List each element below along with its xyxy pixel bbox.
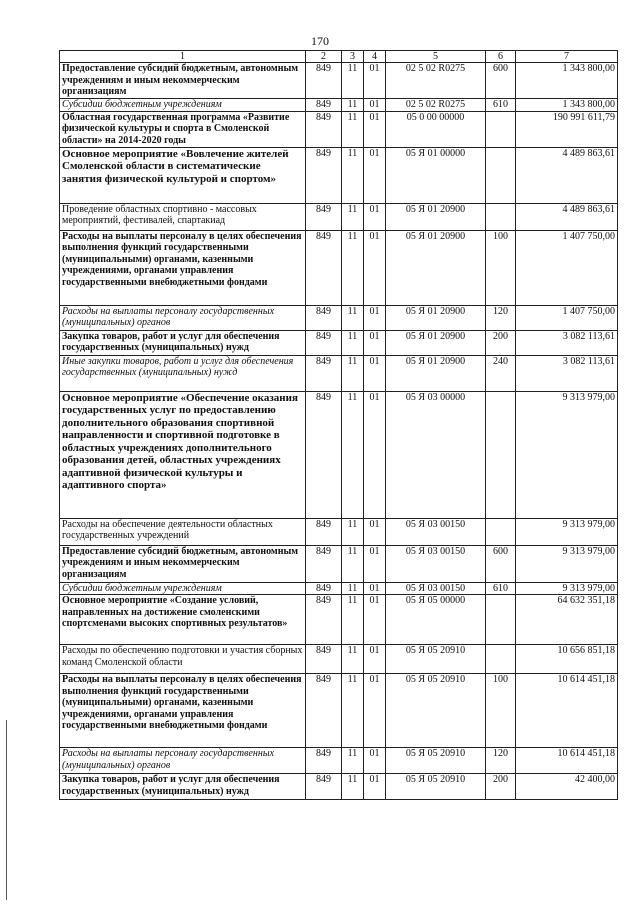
header-col-4: 4 xyxy=(364,51,386,63)
row-name: Расходы на выплаты персоналу в целях обеспечения выполнения функций государственными (муниципальными) органами, казенными учреждениями, органами управления государственными внебюджетными фондами xyxy=(60,674,306,748)
row-name: Закупка товаров, работ и услуг для обеспечения государственных (муниципальных) нужд xyxy=(60,330,306,355)
expense-type-code xyxy=(486,518,516,545)
row-name: Расходы на выплаты персоналу государственных (муниципальных) органов xyxy=(60,305,306,330)
expense-type-code: 610 xyxy=(486,99,516,112)
header-col-6: 6 xyxy=(486,51,516,63)
table-row xyxy=(60,305,618,330)
subsection-code: 01 xyxy=(364,330,386,355)
ministry-code: 849 xyxy=(306,230,342,305)
expense-type-code xyxy=(486,645,516,674)
subsection-code: 01 xyxy=(364,230,386,305)
target-article-code: 05 Я 01 20900 xyxy=(386,230,486,305)
table-row xyxy=(60,230,618,305)
subsection-code: 01 xyxy=(364,99,386,112)
scan-margin-line xyxy=(6,720,7,900)
amount: 1 407 750,00 xyxy=(516,305,618,330)
header-col-1: 1 xyxy=(60,51,306,63)
subsection-code: 01 xyxy=(364,63,386,99)
subsection-code: 01 xyxy=(364,595,386,645)
target-article-code: 05 Я 03 00150 xyxy=(386,545,486,582)
section-code: 11 xyxy=(342,111,364,147)
section-code: 11 xyxy=(342,391,364,518)
row-name: Проведение областных спортивно - массовых мероприятий, фестивалей, спартакиад xyxy=(60,203,306,230)
expense-type-code: 100 xyxy=(486,674,516,748)
amount: 3 082 113,61 xyxy=(516,330,618,355)
target-article-code: 05 Я 05 20910 xyxy=(386,645,486,674)
header-col-5: 5 xyxy=(386,51,486,63)
row-name: Расходы на обеспечение деятельности областных государственных учреждений xyxy=(60,518,306,545)
amount: 1 343 800,00 xyxy=(516,63,618,99)
amount: 3 082 113,61 xyxy=(516,355,618,391)
budget-table-body xyxy=(60,63,618,800)
row-name: Областная государственная программа «Развитие физической культуры и спорта в Смоленской области» на 2014-2020 годы xyxy=(60,111,306,147)
amount: 10 656 851,18 xyxy=(516,645,618,674)
page-number: 170 xyxy=(311,34,329,48)
table-row xyxy=(60,582,618,595)
expense-type-code xyxy=(486,203,516,230)
section-code: 11 xyxy=(342,99,364,112)
ministry-code: 849 xyxy=(306,147,342,203)
amount: 9 313 979,00 xyxy=(516,545,618,582)
expense-type-code: 200 xyxy=(486,774,516,800)
ministry-code: 849 xyxy=(306,595,342,645)
amount: 9 313 979,00 xyxy=(516,582,618,595)
table-row xyxy=(60,595,618,645)
expense-type-code: 120 xyxy=(486,305,516,330)
expense-type-code xyxy=(486,595,516,645)
amount: 4 489 863,61 xyxy=(516,203,618,230)
target-article-code: 05 Я 03 00150 xyxy=(386,518,486,545)
subsection-code: 01 xyxy=(364,748,386,774)
section-code: 11 xyxy=(342,748,364,774)
subsection-code: 01 xyxy=(364,545,386,582)
ministry-code: 849 xyxy=(306,355,342,391)
ministry-code: 849 xyxy=(306,674,342,748)
subsection-code: 01 xyxy=(364,111,386,147)
target-article-code: 05 Я 01 00000 xyxy=(386,147,486,203)
target-article-code: 02 5 02 R0275 xyxy=(386,99,486,112)
row-name: Основное мероприятие «Обеспечение оказания государственных услуг по предоставлению дополнительного образования спортивной направленности и спортивной подготовке в областных учреждениях дополнительного образования детей, областных учреждениях адаптивной физической культуры и адаптивного спорта» xyxy=(60,391,306,518)
target-article-code: 05 Я 05 20910 xyxy=(386,774,486,800)
section-code: 11 xyxy=(342,203,364,230)
amount: 10 614 451,18 xyxy=(516,674,618,748)
subsection-code: 01 xyxy=(364,147,386,203)
row-name: Предоставление субсидий бюджетным, автономным учреждениям и иным некоммерческим организациям xyxy=(60,545,306,582)
row-name: Основное мероприятие «Вовлечение жителей Смоленской области в систематические занятия физической культурой и спортом» xyxy=(60,147,306,203)
header-col-3: 3 xyxy=(342,51,364,63)
section-code: 11 xyxy=(342,305,364,330)
row-name: Субсидии бюджетным учреждениям xyxy=(60,582,306,595)
header-row xyxy=(60,51,618,63)
budget-table xyxy=(59,50,618,800)
amount: 1 343 800,00 xyxy=(516,99,618,112)
section-code: 11 xyxy=(342,518,364,545)
header-col-2: 2 xyxy=(306,51,342,63)
amount: 9 313 979,00 xyxy=(516,518,618,545)
header-col-7: 7 xyxy=(516,51,618,63)
target-article-code: 05 Я 03 00150 xyxy=(386,582,486,595)
section-code: 11 xyxy=(342,355,364,391)
expense-type-code: 200 xyxy=(486,330,516,355)
row-name: Основное мероприятие «Создание условий, направленных на достижение смоленскими спортсменами высоких спортивных результатов» xyxy=(60,595,306,645)
target-article-code: 02 5 02 R0275 xyxy=(386,63,486,99)
expense-type-code: 610 xyxy=(486,582,516,595)
row-name: Расходы по обеспечению подготовки и участия сборных команд Смоленской области xyxy=(60,645,306,674)
ministry-code: 849 xyxy=(306,582,342,595)
row-name: Иные закупки товаров, работ и услуг для обеспечения государственных (муниципальных) нужд xyxy=(60,355,306,391)
amount: 190 991 611,79 xyxy=(516,111,618,147)
table-row xyxy=(60,774,618,800)
target-article-code: 05 Я 01 20900 xyxy=(386,355,486,391)
table-row xyxy=(60,330,618,355)
ministry-code: 849 xyxy=(306,63,342,99)
section-code: 11 xyxy=(342,595,364,645)
amount: 42 400,00 xyxy=(516,774,618,800)
subsection-code: 01 xyxy=(364,518,386,545)
subsection-code: 01 xyxy=(364,355,386,391)
table-row xyxy=(60,99,618,112)
section-code: 11 xyxy=(342,774,364,800)
expense-type-code xyxy=(486,147,516,203)
section-code: 11 xyxy=(342,674,364,748)
target-article-code: 05 Я 05 00000 xyxy=(386,595,486,645)
ministry-code: 849 xyxy=(306,330,342,355)
section-code: 11 xyxy=(342,582,364,595)
amount: 4 489 863,61 xyxy=(516,147,618,203)
subsection-code: 01 xyxy=(364,391,386,518)
table-row xyxy=(60,203,618,230)
expense-type-code xyxy=(486,111,516,147)
ministry-code: 849 xyxy=(306,748,342,774)
ministry-code: 849 xyxy=(306,391,342,518)
expense-type-code: 600 xyxy=(486,545,516,582)
table-row xyxy=(60,748,618,774)
subsection-code: 01 xyxy=(364,774,386,800)
ministry-code: 849 xyxy=(306,99,342,112)
ministry-code: 849 xyxy=(306,545,342,582)
row-name: Расходы на выплаты персоналу государственных (муниципальных) органов xyxy=(60,748,306,774)
target-article-code: 05 0 00 00000 xyxy=(386,111,486,147)
section-code: 11 xyxy=(342,147,364,203)
amount: 10 614 451,18 xyxy=(516,748,618,774)
ministry-code: 849 xyxy=(306,774,342,800)
section-code: 11 xyxy=(342,230,364,305)
section-code: 11 xyxy=(342,645,364,674)
table-row xyxy=(60,355,618,391)
subsection-code: 01 xyxy=(364,305,386,330)
target-article-code: 05 Я 03 00000 xyxy=(386,391,486,518)
target-article-code: 05 Я 05 20910 xyxy=(386,748,486,774)
table-row xyxy=(60,545,618,582)
subsection-code: 01 xyxy=(364,582,386,595)
table-row xyxy=(60,147,618,203)
row-name: Закупка товаров, работ и услуг для обеспечения государственных (муниципальных) нужд xyxy=(60,774,306,800)
table-row xyxy=(60,645,618,674)
section-code: 11 xyxy=(342,63,364,99)
target-article-code: 05 Я 01 20900 xyxy=(386,330,486,355)
ministry-code: 849 xyxy=(306,645,342,674)
section-code: 11 xyxy=(342,330,364,355)
ministry-code: 849 xyxy=(306,111,342,147)
subsection-code: 01 xyxy=(364,203,386,230)
row-name: Субсидии бюджетным учреждениям xyxy=(60,99,306,112)
target-article-code: 05 Я 05 20910 xyxy=(386,674,486,748)
expense-type-code: 240 xyxy=(486,355,516,391)
ministry-code: 849 xyxy=(306,203,342,230)
amount: 64 632 351,18 xyxy=(516,595,618,645)
target-article-code: 05 Я 01 20900 xyxy=(386,305,486,330)
amount: 1 407 750,00 xyxy=(516,230,618,305)
table-row xyxy=(60,111,618,147)
table-row xyxy=(60,674,618,748)
table-row xyxy=(60,391,618,518)
subsection-code: 01 xyxy=(364,674,386,748)
table-row xyxy=(60,63,618,99)
section-code: 11 xyxy=(342,545,364,582)
ministry-code: 849 xyxy=(306,305,342,330)
amount: 9 313 979,00 xyxy=(516,391,618,518)
expense-type-code: 120 xyxy=(486,748,516,774)
table-row xyxy=(60,518,618,545)
subsection-code: 01 xyxy=(364,645,386,674)
expense-type-code: 600 xyxy=(486,63,516,99)
ministry-code: 849 xyxy=(306,518,342,545)
expense-type-code: 100 xyxy=(486,230,516,305)
expense-type-code xyxy=(486,391,516,518)
row-name: Расходы на выплаты персоналу в целях обеспечения выполнения функций государственными (муниципальными) органами, казенными учреждениями, органами управления государственными внебюджетными фондами xyxy=(60,230,306,305)
target-article-code: 05 Я 01 20900 xyxy=(386,203,486,230)
row-name: Предоставление субсидий бюджетным, автономным учреждениям и иным некоммерческим организациям xyxy=(60,63,306,99)
